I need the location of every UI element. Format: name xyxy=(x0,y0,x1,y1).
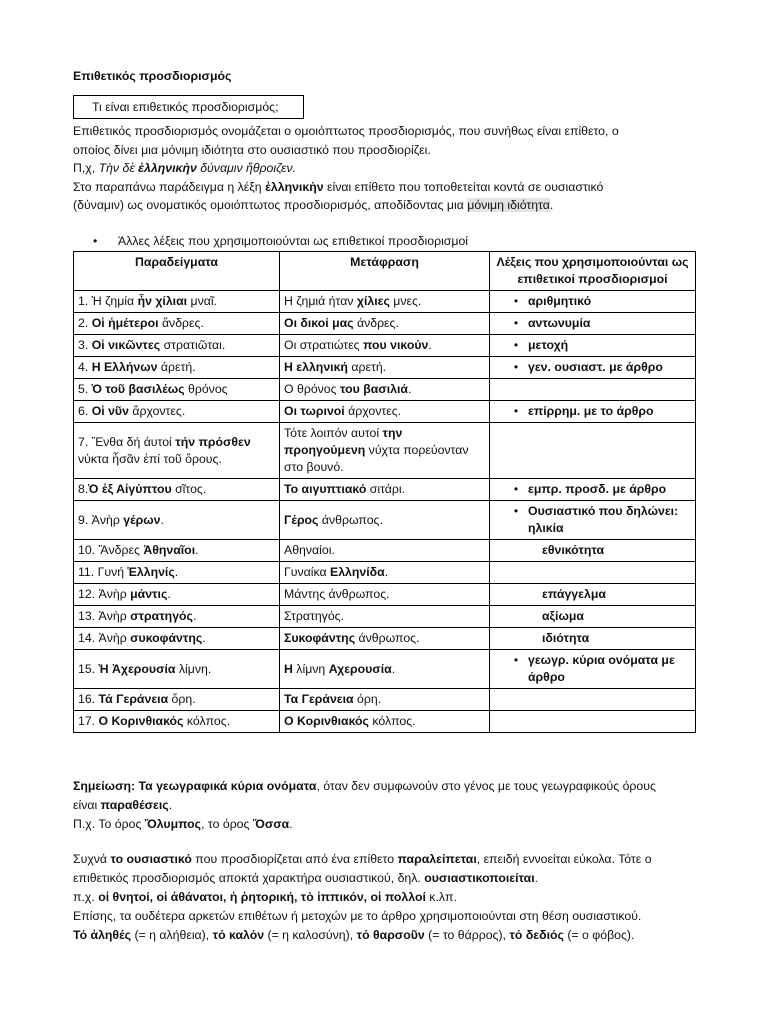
header-words: Λέξεις που χρησιμοποιούνται ως επιθετικοί προσδιορισμοί xyxy=(490,252,696,291)
word-type-cell: • αριθμητικό xyxy=(490,291,696,313)
word-type-cell: • γεν. ουσιαστ. με άρθρο xyxy=(490,357,696,379)
table-row xyxy=(74,650,696,689)
table-row xyxy=(74,689,696,711)
translation-cell: Η ελληνική αρετή. xyxy=(280,357,490,379)
word-type-cell: • μετοχή xyxy=(490,335,696,357)
table-row xyxy=(74,606,696,628)
bullet-icon: • xyxy=(513,316,519,330)
word-type-cell: ιδιότητα xyxy=(490,628,696,650)
example-cell: 5. Ὁ τοῦ βασιλέως θρόνος xyxy=(74,379,280,401)
example-cell: 8.Ὁ ἐξ Αἰγύπτου σῖτος. xyxy=(74,479,280,501)
translation-cell: Τότε λοιπόν αυτοί την προηγούμενη νύχτα πορεύονταν στο βουνό. xyxy=(280,423,490,479)
table-row xyxy=(74,379,696,401)
bullet-icon: • xyxy=(513,504,519,518)
translation-cell: Το αιγυπτιακό σιτάρι. xyxy=(280,479,490,501)
table-row xyxy=(74,711,696,733)
bullet-icon: • xyxy=(513,360,519,374)
translation-cell: Ο Κορινθιακός κόλπος. xyxy=(280,711,490,733)
translation-cell: Η ζημιά ήταν χίλιες μνες. xyxy=(280,291,490,313)
table-row xyxy=(74,501,696,540)
intro-line: οποίος δίνει μια μόνιμη ιδιότητα στο ουσιαστικό που προσδιορίζει. xyxy=(73,142,431,157)
translation-cell: Μάντης άνθρωπος. xyxy=(280,584,490,606)
bullet-icon: • xyxy=(513,338,519,352)
translation-cell: Οι στρατιώτες που νικούν. xyxy=(280,335,490,357)
highlighted-text: μόνιμη ιδιότητα xyxy=(467,198,550,212)
example-cell: 10. Ἄνδρες Ἀθηναῖοι. xyxy=(74,540,280,562)
translation-cell: Συκοφάντης άνθρωπος. xyxy=(280,628,490,650)
word-type-cell: αξίωμα xyxy=(490,606,696,628)
word-type-cell: • εμπρ. προσδ. με άρθρο xyxy=(490,479,696,501)
example-cell: 13. Ἀνὴρ στρατηγός. xyxy=(74,606,280,628)
word-type-cell xyxy=(490,562,696,584)
word-type-cell: • αντωνυμία xyxy=(490,313,696,335)
translation-cell: Οι δικοί μας άνδρες. xyxy=(280,313,490,335)
table-row xyxy=(74,401,696,423)
table-row xyxy=(74,423,696,479)
table-header-row xyxy=(74,252,696,291)
header-translation: Μετάφραση xyxy=(280,252,490,291)
intro-paragraph xyxy=(73,122,695,215)
word-type-cell xyxy=(490,379,696,401)
example-cell: 15. Ἡ Ἀχερουσία λίμνη. xyxy=(74,650,280,689)
intro-line: (δύναμιν) ως ονοματικός ομοιόπτωτος προσδιορισμός, αποδίδοντας μια μόνιμη ιδιότητα. xyxy=(73,198,554,212)
intro-line: Στο παραπάνω παράδειγμα η λέξη ἐλληνικὴν είναι επίθετο που τοποθετείται κοντά σε ουσιαστικό xyxy=(73,179,604,194)
example-cell: 1. Ἡ ζημία ἦν χίλιαι μναῖ. xyxy=(74,291,280,313)
bullet-icon: • xyxy=(513,294,519,308)
table-row xyxy=(74,540,696,562)
word-type-cell xyxy=(490,689,696,711)
example-cell: 9. Ἀνὴρ γέρων. xyxy=(74,501,280,540)
example-cell: 4. Η Ελλήνων άρετή. xyxy=(74,357,280,379)
bullet-icon: • xyxy=(513,404,519,418)
table-row xyxy=(74,357,696,379)
example-cell: 6. Οἱ νῦν ἄρχοντες. xyxy=(74,401,280,423)
header-examples: Παραδείγματα xyxy=(74,252,280,291)
table-row xyxy=(74,584,696,606)
word-type-cell xyxy=(490,423,696,479)
example-cell: 3. Οἱ νικῶντες στρατιῶται. xyxy=(74,335,280,357)
bullet-icon: • xyxy=(513,482,519,496)
translation-cell: Γέρος άνθρωπος. xyxy=(280,501,490,540)
closing-paragraph: Συχνά το ουσιαστικό που προσδιορίζεται από ένα επίθετο παραλείπεται, επειδή εννοείται εύκολα. Τότε ο επιθετικός προσδιορισμός αποκτά χαρακτήρα ουσιαστικού, δηλ. ουσιαστικοποιείται. π.χ. οἱ θνητοί, οἱ ἀθάνατοι, ἡ ῥητορική, τὸ ἱππικόν, οἱ πολλοί κ.λπ. Επίσης, τα ουδέτερα αρκετών επιθέτων ή μετοχών με το άρθρο χρησιμοποιούνται στη θέση ουσιαστικού. Τό ἀληθές (= η αλήθεια), τό καλόν (= η καλοσύνη), τό θαρσοῦν (= το θάρρος), τό δεδιός (= ο φόβος). xyxy=(73,852,652,942)
example-cell: 11. Γυνή Ἑλληνίς. xyxy=(74,562,280,584)
example-cell: 14. Ἀνὴρ συκοφάντης. xyxy=(74,628,280,650)
translation-cell: Γυναίκα Ελληνίδα. xyxy=(280,562,490,584)
example-cell: 17. Ο Κορινθιακός κόλπος. xyxy=(74,711,280,733)
word-type-cell: • γεωγρ. κύρια ονόματα με άρθρο xyxy=(490,650,696,689)
table-row xyxy=(74,479,696,501)
page-title: Επιθετικός προσδιορισμός xyxy=(73,69,232,83)
bullet-icon: • xyxy=(513,653,519,667)
translation-cell: Αθηναίοι. xyxy=(280,540,490,562)
note-paragraph: Σημείωση: Τα γεωγραφικά κύρια ονόματα, όταν δεν συμφωνούν στο γένος με τους γεωγραφικούς όρους είναι παραθέσεις. Π.χ. Το όρος Ὄλυμπος, το όρος Ὄσσα. xyxy=(73,779,656,831)
example-cell: 7. Ἔνθα δή άυτοί τήν πρόσθεν νύκτα ἦσᾶν ἐπί τοῦ ὄρους. xyxy=(74,423,280,479)
example-cell: 12. Ἀνὴρ μάντις. xyxy=(74,584,280,606)
table-row xyxy=(74,335,696,357)
bullet-heading: • Άλλες λέξεις που χρησιμοποιούνται ως επιθετικοί προσδιορισμοί xyxy=(93,234,469,248)
bullet-icon: • xyxy=(93,234,98,248)
question-box: Τι είναι επιθετικός προσδιορισμός; xyxy=(73,95,304,119)
word-type-cell xyxy=(490,711,696,733)
word-type-cell: επάγγελμα xyxy=(490,584,696,606)
examples-table xyxy=(73,251,696,733)
translation-cell: Στρατηγός. xyxy=(280,606,490,628)
translation-cell: Τα Γεράνεια όρη. xyxy=(280,689,490,711)
word-type-cell: εθνικότητα xyxy=(490,540,696,562)
intro-example: Π,χ, Τὴν δὲ ἐλληνικὴν δύναμιν ἤθροιζεν. xyxy=(73,161,297,175)
word-type-cell: • επίρρημ. με το άρθρο xyxy=(490,401,696,423)
translation-cell: Οι τωρινοί άρχοντες. xyxy=(280,401,490,423)
table-row xyxy=(74,628,696,650)
table-row xyxy=(74,291,696,313)
intro-line: Επιθετικός προσδιορισμός ονομάζεται ο ομοιόπτωτος προσδιορισμός, που συνήθως είναι επίθετο, ο xyxy=(73,124,619,138)
translation-cell: Η λίμνη Αχερουσία. xyxy=(280,650,490,689)
example-cell: 2. Οἱ ἡμέτεροι ἄνδρες. xyxy=(74,313,280,335)
translation-cell: Ο θρόνος του βασιλιά. xyxy=(280,379,490,401)
example-cell: 16. Τά Γεράνεια ὄρη. xyxy=(74,689,280,711)
table-row xyxy=(74,313,696,335)
table-row xyxy=(74,562,696,584)
word-type-cell: • Ουσιαστικό που δηλώνει: ηλικία xyxy=(490,501,696,540)
